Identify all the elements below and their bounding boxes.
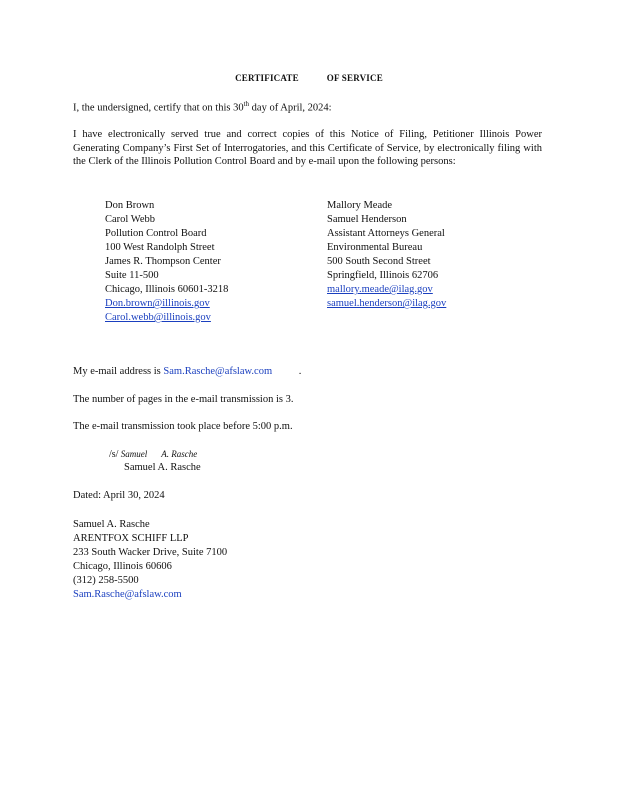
sender-email-after: . — [296, 366, 302, 377]
pages-line: The number of pages in the e-mail transmission is 3. — [73, 394, 294, 405]
signature-first: Samuel — [120, 449, 148, 459]
document-title — [0, 73, 618, 83]
signature-block-line: (312) 258-5500 — [73, 575, 139, 586]
intro-line — [73, 100, 332, 114]
signature-block-line: 233 South Wacker Drive, Suite 7100 — [73, 547, 228, 558]
service-paragraph: I have electronically served true and correct copies of this Notice of Filing, Petitioner Illinois Power Generating Company’s First Set of Interrogatories, and this Certificate of Service, by electronically filing with the Clerk of the Illinois Pollution Control Board and by e-mail upon the following persons: — [73, 129, 542, 168]
signature-script — [109, 449, 197, 460]
time-line: The e-mail transmission took place before 5:00 p.m. — [73, 421, 293, 432]
signature-slash: /s/ — [109, 449, 119, 460]
recipient-line: Don Brown — [105, 200, 155, 211]
intro-after: day of April, 2024: — [249, 102, 332, 114]
recipient-line: Samuel Henderson — [327, 214, 407, 225]
recipient-line: Environmental Bureau — [327, 242, 423, 253]
signature-initial: A. — [161, 449, 169, 459]
sender-email-line — [73, 366, 301, 377]
signature-block — [73, 518, 227, 602]
recipient-line: 500 South Second Street — [327, 256, 431, 267]
title-part-2: OF SERVICE — [326, 73, 383, 83]
recipient-line: Pollution Control Board — [105, 228, 207, 239]
recipient-email-link[interactable]: samuel.henderson@ilag.gov — [327, 298, 447, 309]
recipient-line: Assistant Attorneys General — [327, 228, 445, 239]
recipient-block-right — [327, 199, 446, 311]
recipient-line: Suite 11-500 — [105, 270, 159, 281]
signature-block-line: Chicago, Illinois 60606 — [73, 561, 172, 572]
intro-superscript: th — [243, 100, 250, 108]
recipient-line: Chicago, Illinois 60601-3218 — [105, 284, 229, 295]
signature-block-line: ARENTFOX SCHIFF LLP — [73, 533, 189, 544]
recipient-line: Carol Webb — [105, 214, 155, 225]
signature-block-line: Samuel A. Rasche — [73, 519, 150, 530]
signature-last: Rasche — [171, 449, 198, 459]
sender-email-link[interactable]: Sam.Rasche@afslaw.com — [163, 366, 273, 377]
signature-typed-name: Samuel A. Rasche — [124, 462, 201, 473]
recipient-line: Springfield, Illinois 62706 — [327, 270, 439, 281]
intro-before: I, the undersigned, certify that on this 30 — [73, 102, 244, 114]
title-part-1: CERTIFICATE — [235, 73, 299, 83]
sender-email-before: My e-mail address is — [73, 366, 164, 377]
signature-block-email[interactable]: Sam.Rasche@afslaw.com — [73, 589, 182, 600]
recipient-line: James R. Thompson Center — [105, 256, 221, 267]
recipient-line: 100 West Randolph Street — [105, 242, 215, 253]
recipient-email-link[interactable]: Carol.webb@illinois.gov — [105, 312, 211, 323]
dated-line: Dated: April 30, 2024 — [73, 490, 165, 501]
recipient-email-link[interactable]: Don.brown@illinois.gov — [105, 298, 210, 309]
recipient-email-link[interactable]: mallory.meade@ilag.gov — [327, 284, 433, 295]
recipient-block-left — [105, 199, 228, 325]
recipient-line: Mallory Meade — [327, 200, 393, 211]
